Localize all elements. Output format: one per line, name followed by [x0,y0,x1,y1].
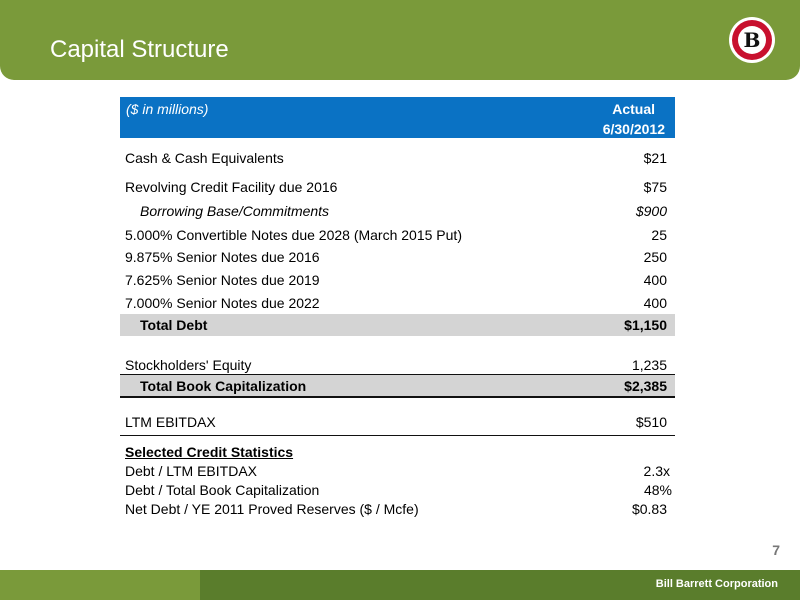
table-row [120,354,675,376]
company-logo-icon [728,16,776,64]
row-label: Debt / LTM EBITDAX [125,463,257,479]
page-number: 7 [772,542,780,558]
divider [120,435,675,436]
row-value: $21 [643,150,667,166]
row-value: $2,385 [624,378,667,394]
row-value: $1,150 [624,317,667,333]
table-row [120,200,675,222]
table-row [120,176,675,198]
row-label: LTM EBITDAX [125,414,216,430]
units-label: ($ in millions) [126,101,209,117]
page-title: Capital Structure [50,36,229,63]
row-label: Total Book Capitalization [140,378,307,394]
table-row [120,147,675,169]
company-name: Bill Barrett Corporation [655,578,778,590]
table-header [120,97,675,138]
row-label: 7.625% Senior Notes due 2019 [125,272,320,288]
row-label: Borrowing Base/Commitments [140,203,330,219]
row-label: 9.875% Senior Notes due 2016 [125,249,320,265]
row-label: Stockholders' Equity [125,357,252,373]
column-header-date: 6/30/2012 [602,121,665,137]
row-value: 400 [643,295,667,311]
table-row [120,224,675,246]
logo-letter: B [743,28,761,52]
table-row [120,292,675,314]
row-value: 1,235 [631,357,667,373]
row-value: 48% [643,482,672,498]
stats-heading: Selected Credit Statistics [125,444,294,460]
header-bar [0,0,800,80]
column-header-actual: Actual [612,101,655,117]
row-label: Revolving Credit Facility due 2016 [125,179,338,195]
row-value: $75 [643,179,667,195]
row-value: 25 [651,227,667,243]
total-book-capitalization-row [120,375,675,397]
row-label: 5.000% Convertible Notes due 2028 (March 2015 Put) [125,227,462,243]
row-value: 250 [643,249,667,265]
row-label: Net Debt / YE 2011 Proved Reserves ($ / Mcfe) [125,501,419,517]
row-value: $900 [635,203,667,219]
row-label: Total Debt [140,317,208,333]
row-value: $510 [635,414,667,430]
row-label: Debt / Total Book Capitalization [125,482,320,498]
table-row [120,411,675,433]
row-label: 7.000% Senior Notes due 2022 [125,295,320,311]
table-row [120,498,675,520]
row-value: 400 [643,272,667,288]
row-label: Cash & Cash Equivalents [125,150,284,166]
table-row [120,269,675,291]
table-row [120,246,675,268]
double-rule [120,396,675,398]
total-debt-row [120,314,675,336]
row-value: 2.3x [643,463,670,479]
row-value: $0.83 [631,501,667,517]
